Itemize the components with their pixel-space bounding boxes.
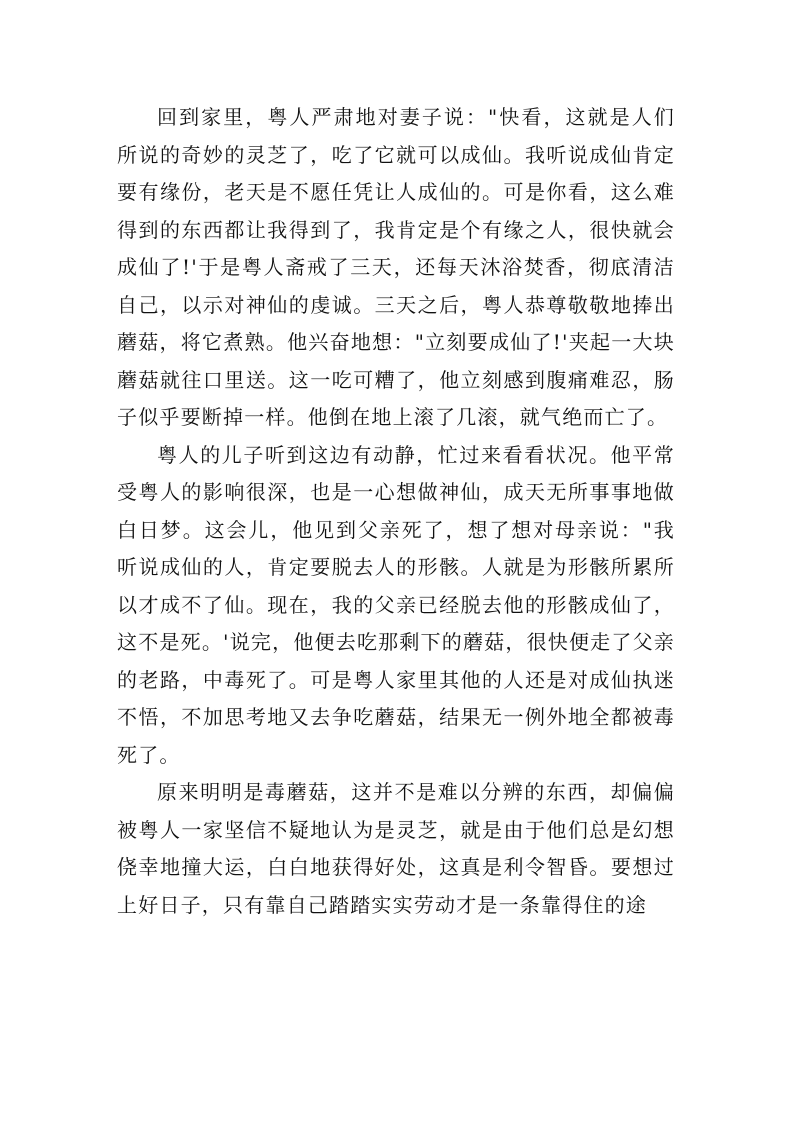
paragraph-1: 回到家里，粤人严肃地对妻子说："快看，这就是人们所说的奇妙的灵芝了，吃了它就可以成仙。我听说成仙肯定要有缘份，老天是不愿任凭让人成仙的。可是你看，这么难得到的东西都让我得到了，我肯定是个有缘之人，很快就会成仙了!'于是粤人斋戒了三天，还每天沐浴焚香，彻底清洁自己，以示对神仙的虔诚。三天之后，粤人恭尊敬敬地捧出蘑菇，将它煮熟。他兴奋地想："立刻要成仙了!'夹起一大块蘑菇就往口里送。这一吃可糟了，他立刻感到腹痛难忍，肠子似乎要断掉一样。他倒在地上滚了几滚，就气绝而亡了。: [117, 105, 675, 429]
document-body: [117, 99, 675, 924]
paragraph-3: 原来明明是毒蘑菇，这并不是难以分辨的东西，却偏偏被粤人一家坚信不疑地认为是灵芝，就是由于他们总是幻想侥幸地撞大运，白白地获得好处，这真是利令智昏。要想过上好日子，只有靠自己踏踏实实劳动才是一条靠得住的途: [117, 780, 675, 917]
paragraph-2: 粤人的儿子听到这边有动静，忙过来看看状况。他平常受粤人的影响很深，也是一心想做神仙，成天无所事事地做白日梦。这会儿，他见到父亲死了，想了想对母亲说："我听说成仙的人，肯定要脱去人的形骸。人就是为形骸所累所以才成不了仙。现在，我的父亲已经脱去他的形骸成仙了，这不是死。'说完，他便去吃那剩下的蘑菇，很快便走了父亲的老路，中毒死了。可是粤人家里其他的人还是对成仙执迷不悟，不加思考地又去争吃蘑菇，结果无一例外地全都被毒死了。: [117, 442, 675, 767]
